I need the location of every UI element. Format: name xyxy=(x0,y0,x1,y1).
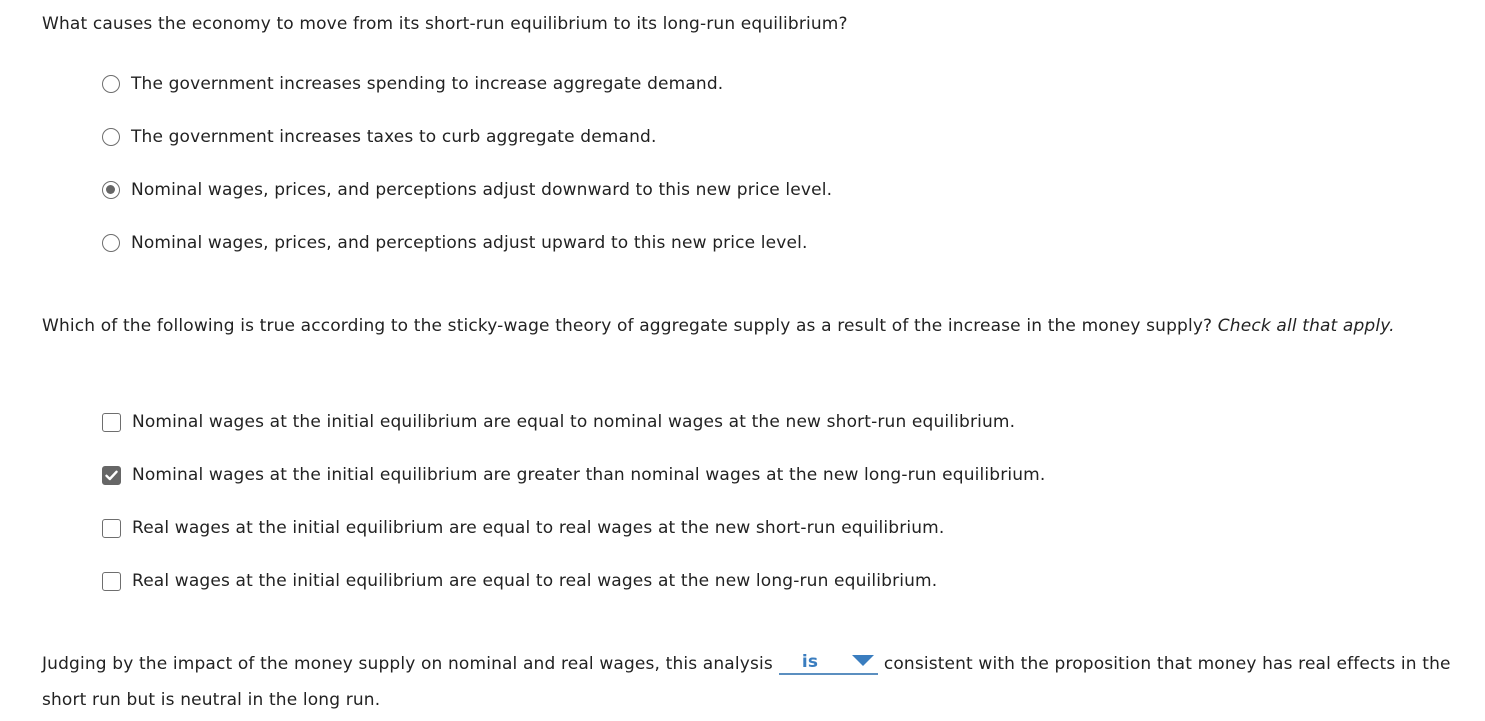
question-2-prompt xyxy=(42,308,1432,344)
radio-button-selected[interactable] xyxy=(102,181,120,199)
q2-option-3[interactable] xyxy=(101,516,944,540)
checkbox[interactable] xyxy=(102,519,121,538)
q1-option-2[interactable] xyxy=(101,125,657,149)
q2-option-1[interactable] xyxy=(101,410,1015,434)
checkbox-checked[interactable] xyxy=(102,466,121,485)
option-label: Nominal wages at the initial equilibrium are greater than nominal wages at the new long-run equilibrium. xyxy=(132,465,1046,485)
radio-button[interactable] xyxy=(102,128,120,146)
checkbox[interactable] xyxy=(102,572,121,591)
option-label: Real wages at the initial equilibrium are equal to real wages at the new long-run equilibrium. xyxy=(132,571,938,591)
q1-option-1[interactable] xyxy=(101,72,723,96)
option-label: Nominal wages, prices, and perceptions adjust upward to this new price level. xyxy=(131,233,808,253)
q1-option-4[interactable] xyxy=(101,231,808,255)
option-label: Nominal wages, prices, and perceptions adjust downward to this new price level. xyxy=(131,180,833,200)
question-1-prompt: What causes the economy to move from its short-run equilibrium to its long-run equilibrium? xyxy=(42,14,848,34)
question-3-text-after: consistent with the proposition that money has real effects in the short run but is neutral in the long run. xyxy=(42,654,1451,710)
question-3-text-before: Judging by the impact of the money supply on nominal and real wages, this analysis xyxy=(42,654,773,674)
question-2-text: Which of the following is true according to the sticky-wage theory of aggregate supply as a result of the increase in the money supply? xyxy=(42,316,1218,336)
question-3-sentence xyxy=(42,646,1462,718)
caret-down-icon xyxy=(852,655,874,666)
checkbox[interactable] xyxy=(102,413,121,432)
answer-dropdown[interactable] xyxy=(779,649,878,675)
q2-option-4[interactable] xyxy=(101,569,937,593)
option-label: The government increases spending to increase aggregate demand. xyxy=(131,74,724,94)
radio-button[interactable] xyxy=(102,75,120,93)
dropdown-selected-value: is xyxy=(801,652,819,672)
option-label: Nominal wages at the initial equilibrium are equal to nominal wages at the new short-run equilibrium. xyxy=(132,412,1016,432)
option-label: The government increases taxes to curb aggregate demand. xyxy=(131,127,657,147)
radio-button[interactable] xyxy=(102,234,120,252)
checkmark-icon xyxy=(105,470,118,481)
q1-option-3[interactable] xyxy=(101,178,832,202)
option-label: Real wages at the initial equilibrium are equal to real wages at the new short-run equilibrium. xyxy=(132,518,945,538)
q2-option-2[interactable] xyxy=(101,463,1045,487)
question-2-instruction: Check all that apply. xyxy=(1217,316,1395,336)
